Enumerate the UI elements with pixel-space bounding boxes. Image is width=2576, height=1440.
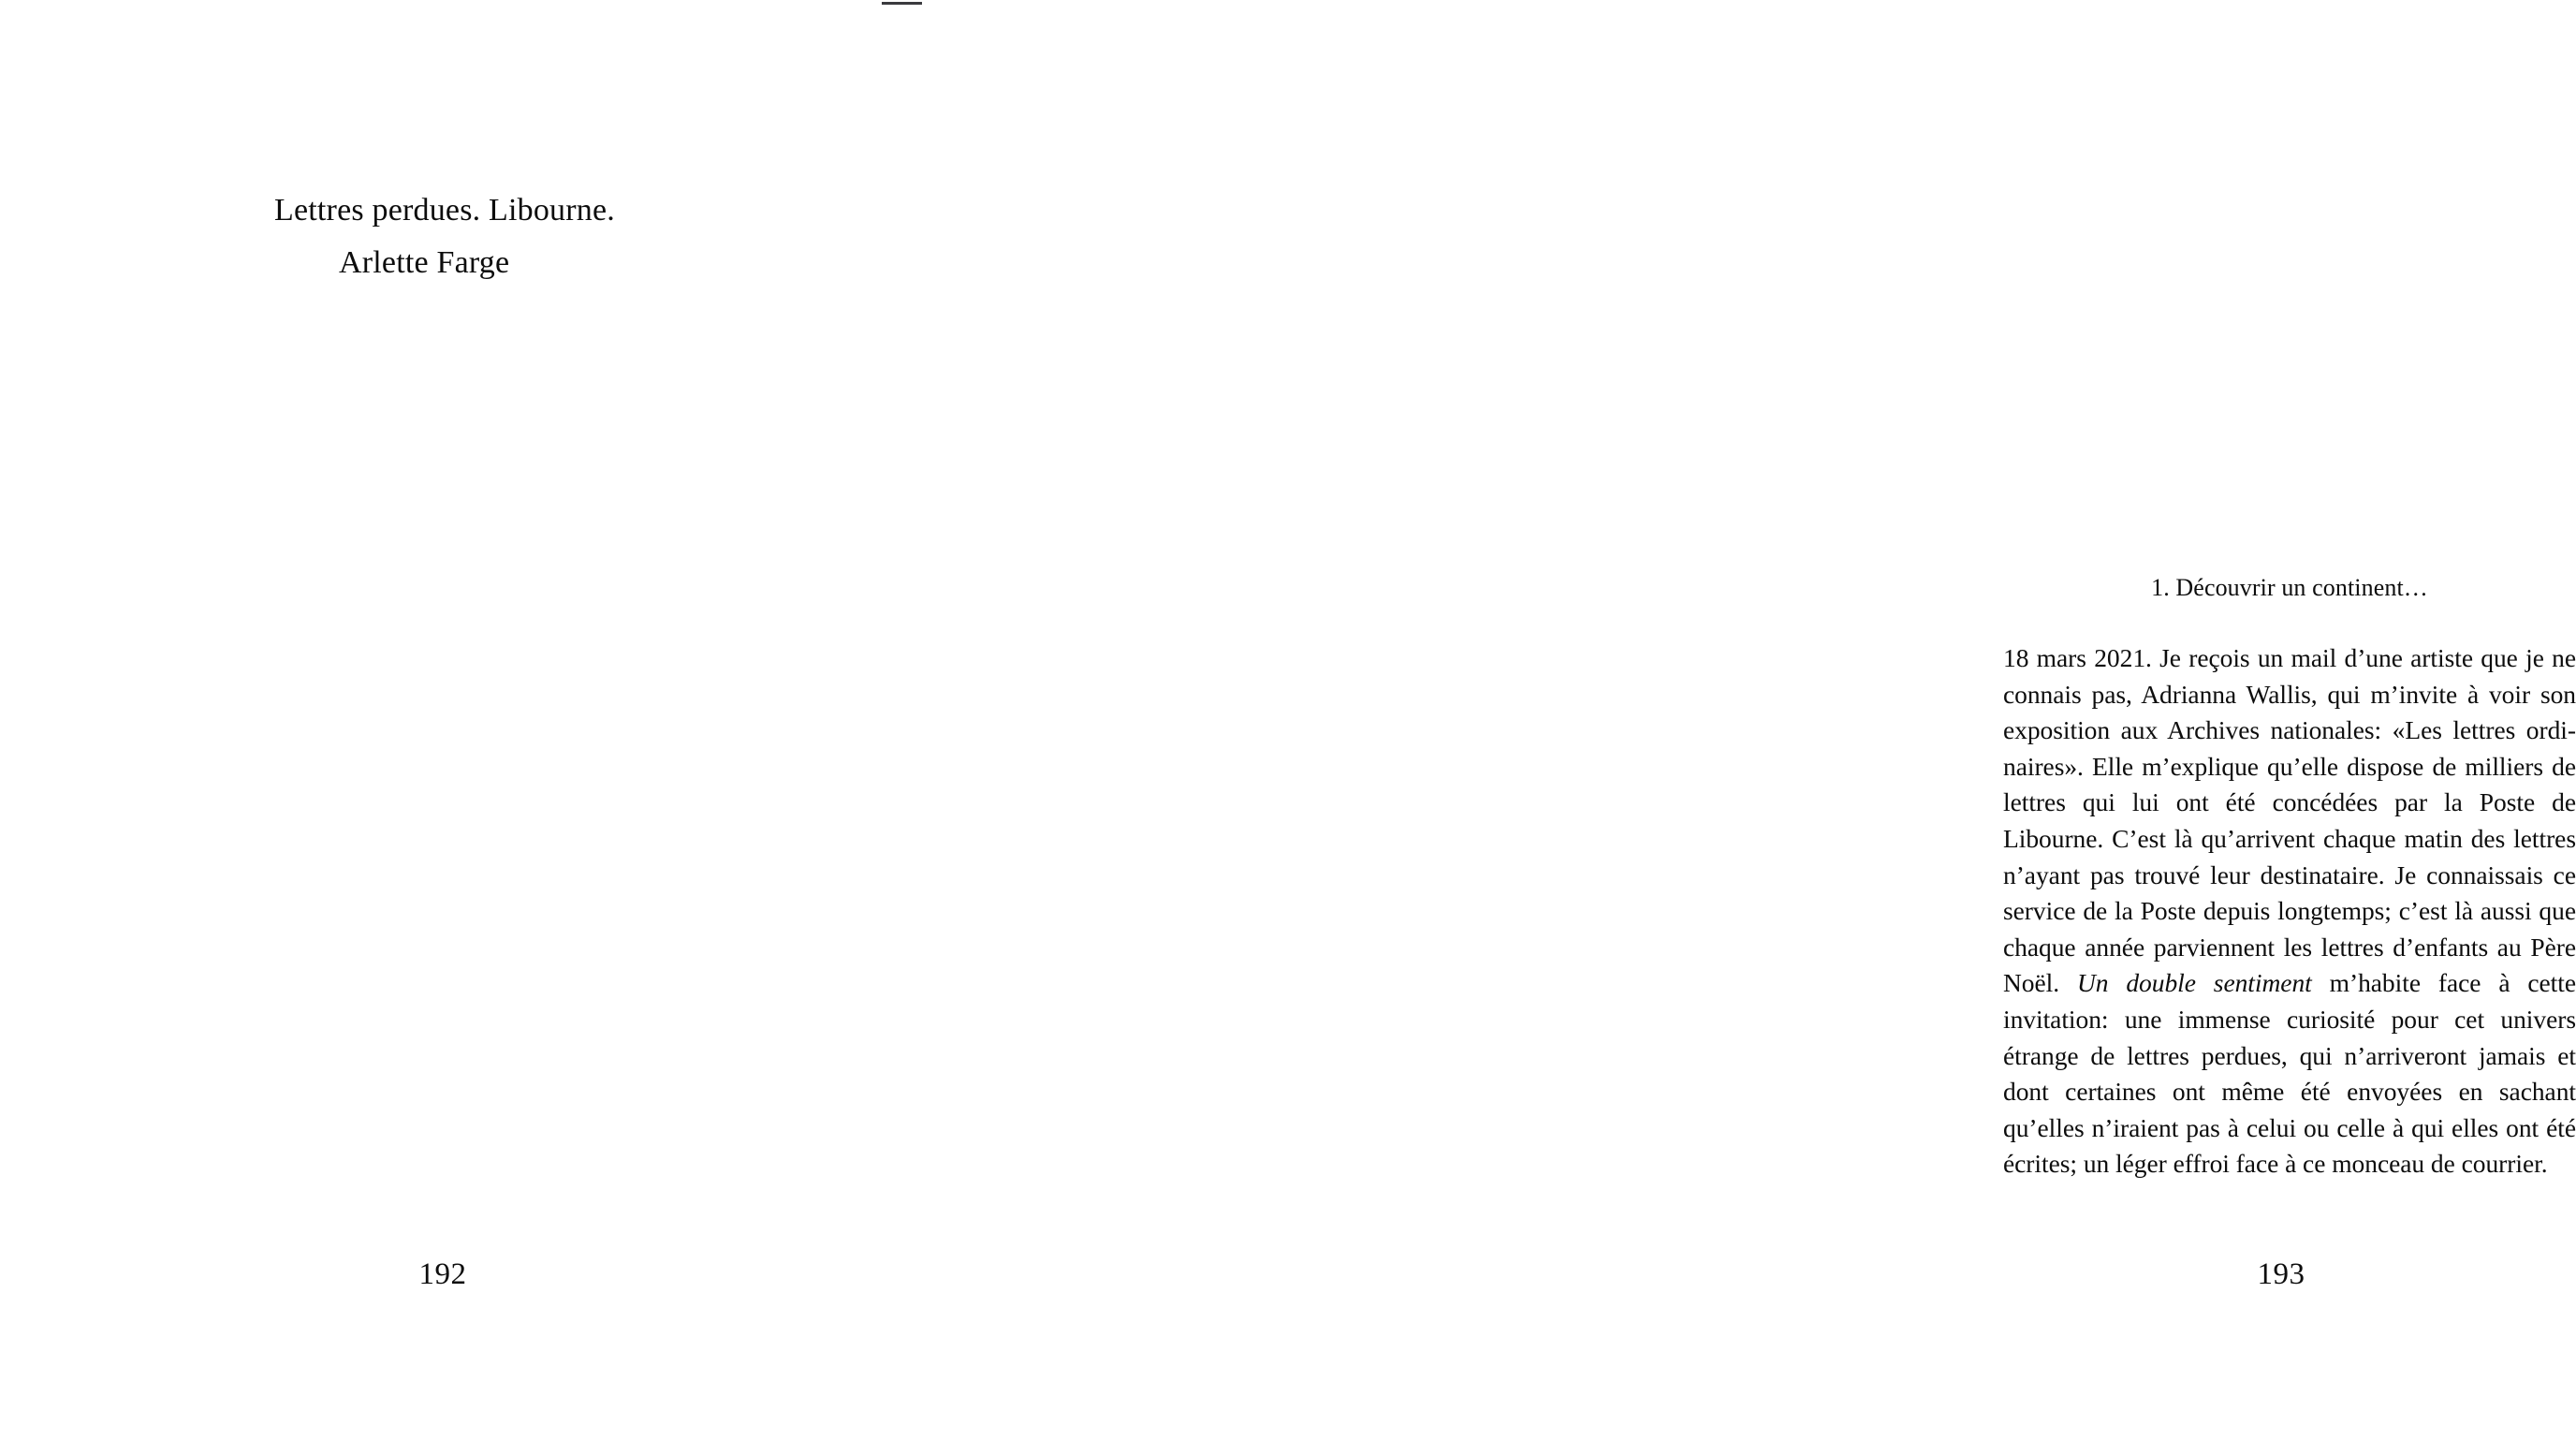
paragraph-text-before-italic: 18 mars 2021. Je reçois un mail d’une artiste que je ne connais pas, Adrianna Wallis, qui m’invite à voir son exposition aux Archives nationales: «Les lettres ordi-naires». Elle m’explique qu’elle dispose de milliers de lettres qui lui ont été concédées par la Poste de Libourne. C’est là qu’arrivent chaque matin des lettres n’ayant pas trouvé leur destinataire. Je connaissais ce service de la Poste depuis longtemps; c’est là aussi que chaque année parviennent les lettres d’enfants au Père Noël. xyxy=(2003,643,2576,998)
paragraph-text-after-italic: m’habite face à cette invitation: une immense curiosité pour cet univers étrange de lettres perdues, qui n’arriveront jamais et dont certaines ont même été envoyées en sachant qu’elles n’iraient pas à celui ou celle à qui elles ont été écrites; un léger effroi face à ce monceau de courrier. xyxy=(2003,968,2576,1179)
body-paragraph xyxy=(2003,640,2576,1183)
recto-page xyxy=(936,0,2576,1440)
paragraph-italic-phrase: Un double sentiment xyxy=(2076,968,2312,998)
section-heading: 1. Découvrir un continent… xyxy=(2151,574,2428,601)
verso-page xyxy=(0,0,936,1440)
chapter-author: Arlette Farge xyxy=(339,245,510,280)
page-number-verso: 192 xyxy=(418,1257,467,1291)
chapter-title: Lettres perdues. Libourne. xyxy=(274,193,615,228)
body-text-column xyxy=(2003,640,2576,1183)
page-number-recto: 193 xyxy=(2257,1257,2305,1291)
